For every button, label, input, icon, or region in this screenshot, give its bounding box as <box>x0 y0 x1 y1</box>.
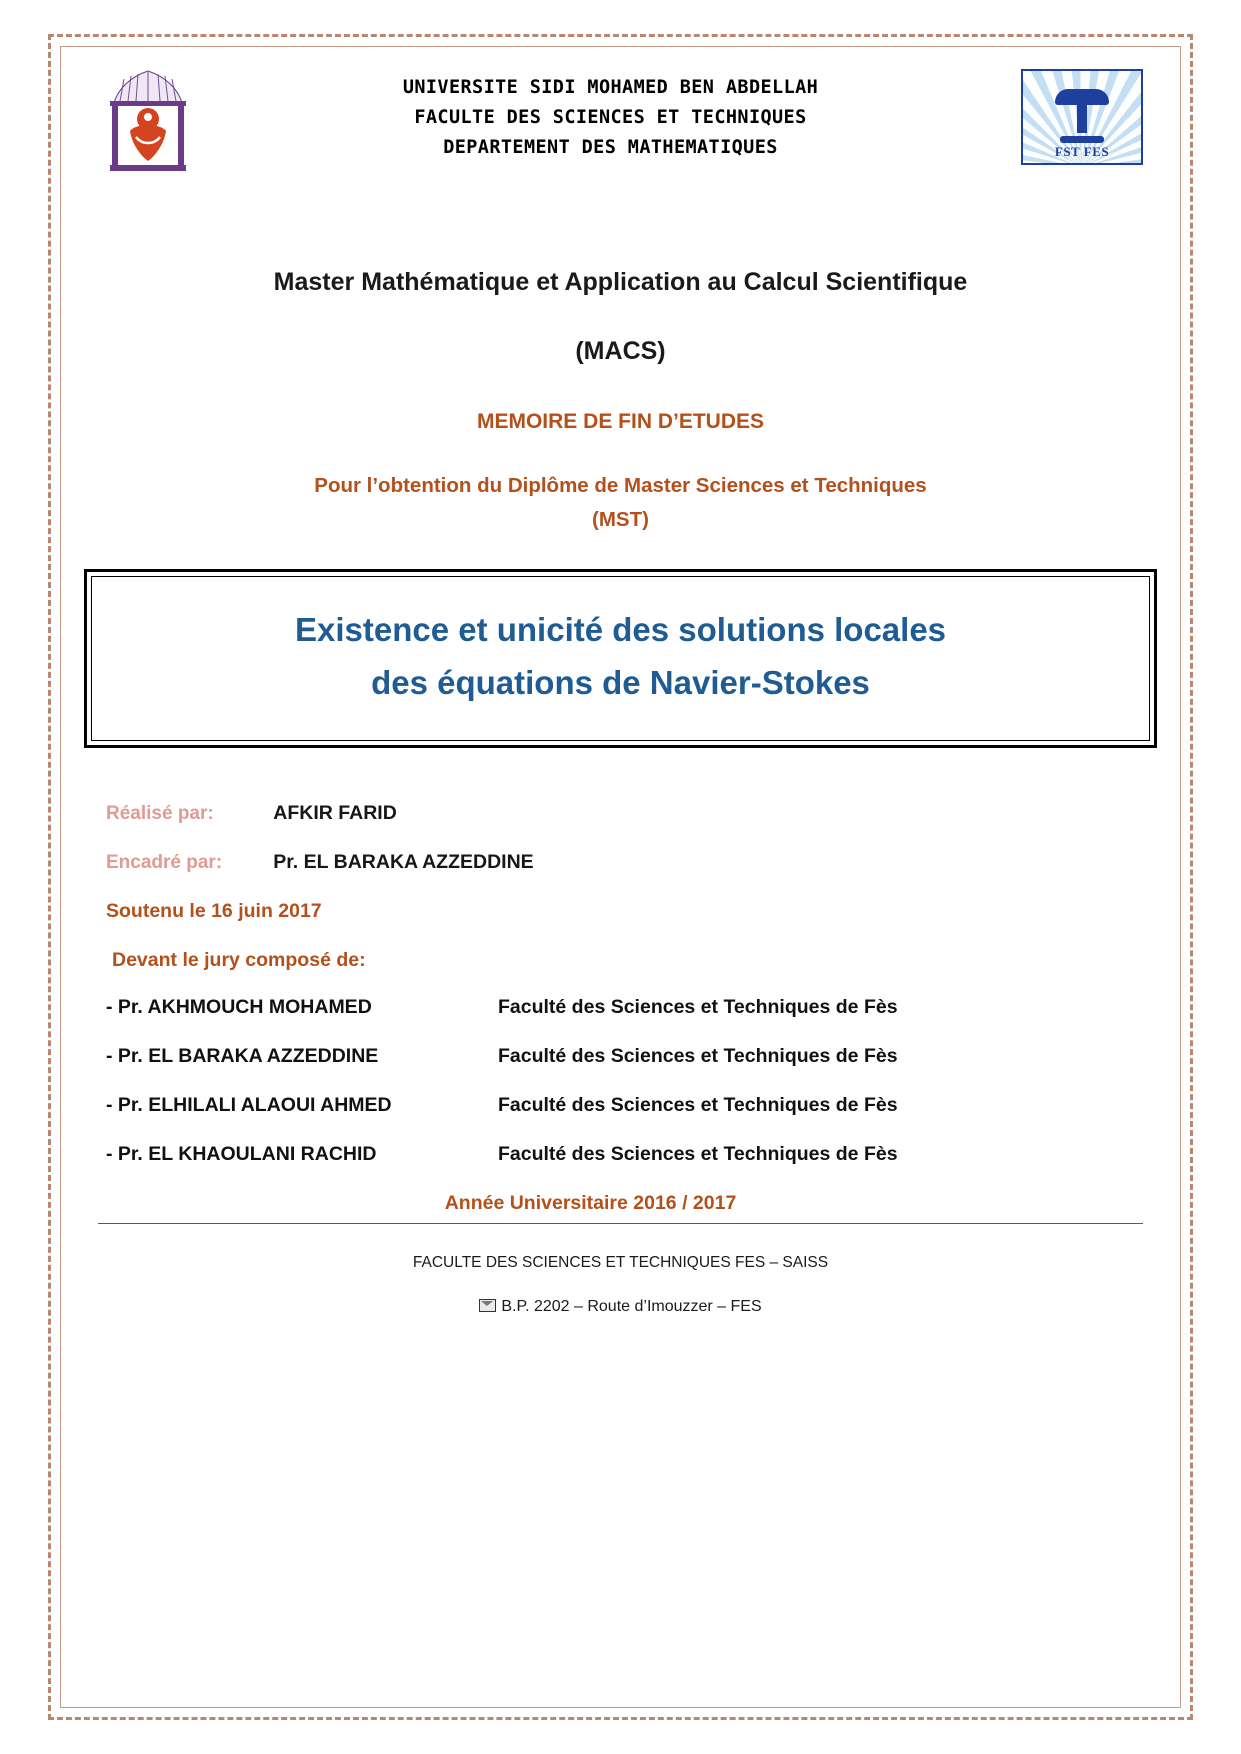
author-value: AFKIR FARID <box>273 801 397 824</box>
jury-member-affiliation: Faculté des Sciences et Techniques de Fès <box>498 1093 898 1116</box>
university-seal-logo <box>100 65 196 175</box>
author-label: Réalisé par: <box>106 802 214 824</box>
jury-heading: Devant le jury composé de: <box>112 948 366 971</box>
logo-glyph <box>1055 89 1109 133</box>
footer-divider <box>98 1223 1143 1224</box>
jury-member-affiliation: Faculté des Sciences et Techniques de Fès <box>498 995 898 1018</box>
mail-icon <box>479 1299 496 1312</box>
degree-block <box>78 270 1163 366</box>
diploma-purpose-line1: Pour l’obtention du Diplôme de Master Sciences et Techniques <box>314 474 927 497</box>
table-row <box>106 996 1163 1019</box>
thesis-title-box <box>84 569 1157 748</box>
table-row <box>106 1094 1163 1117</box>
department-name: DEPARTEMENT DES MATHEMATIQUES <box>443 136 778 158</box>
meta-block <box>78 802 1163 1166</box>
footer-address <box>78 1298 1163 1316</box>
diploma-purpose <box>78 469 1163 537</box>
document-footer <box>78 1254 1163 1316</box>
logo-glyph-base <box>1060 136 1104 143</box>
footer-address-text: B.P. 2202 – Route d’Imouzzer – FES <box>501 1297 762 1315</box>
supervisor-value: Pr. EL BARAKA AZZEDDINE <box>273 850 534 873</box>
jury-member-name: - Pr. EL BARAKA AZZEDDINE <box>106 1044 379 1067</box>
memoire-label: MEMOIRE DE FIN D’ETUDES <box>476 410 765 433</box>
faculty-name: FACULTE DES SCIENCES ET TECHNIQUES <box>414 106 807 128</box>
supervisor-label: Encadré par: <box>106 851 223 873</box>
defense-date: Soutenu le 16 juin 2017 <box>106 899 322 922</box>
table-row <box>106 1045 1163 1068</box>
jury-member-affiliation: Faculté des Sciences et Techniques de Fès <box>498 1044 898 1067</box>
thesis-title-line1: Existence et unicité des solutions locales <box>294 610 947 648</box>
thesis-title-box-inner <box>91 576 1150 741</box>
jury-member-affiliation: Faculté des Sciences et Techniques de Fès <box>498 1142 898 1165</box>
fst-logo-label: FST FES <box>1054 144 1110 159</box>
university-titles <box>208 73 1013 163</box>
footer-institution: FACULTE DES SCIENCES ET TECHNIQUES FES – SAISS <box>412 1253 829 1271</box>
table-row <box>106 1143 1163 1166</box>
document-header <box>78 55 1163 175</box>
author-row <box>106 802 1163 825</box>
jury-member-name: - Pr. AKHMOUCH MOHAMED <box>106 995 372 1018</box>
thesis-title-line2: des équations de Navier-Stokes <box>371 664 870 702</box>
university-name: UNIVERSITE SIDI MOHAMED BEN ABDELLAH <box>402 77 819 98</box>
academic-year: Année Universitaire 2016 / 2017 <box>444 1191 737 1214</box>
jury-member-name: - Pr. EL KHAOULANI RACHID <box>106 1142 377 1165</box>
page-content <box>78 55 1163 1694</box>
fst-fes-logo <box>1021 69 1143 165</box>
supervisor-row <box>106 851 1163 874</box>
program-acronym: (MACS) <box>575 337 666 365</box>
diploma-purpose-line2: (MST) <box>592 507 649 531</box>
jury-member-name: - Pr. ELHILALI ALAOUI AHMED <box>106 1093 392 1116</box>
program-title: Master Mathématique et Application au Calcul Scientifique <box>273 268 968 296</box>
